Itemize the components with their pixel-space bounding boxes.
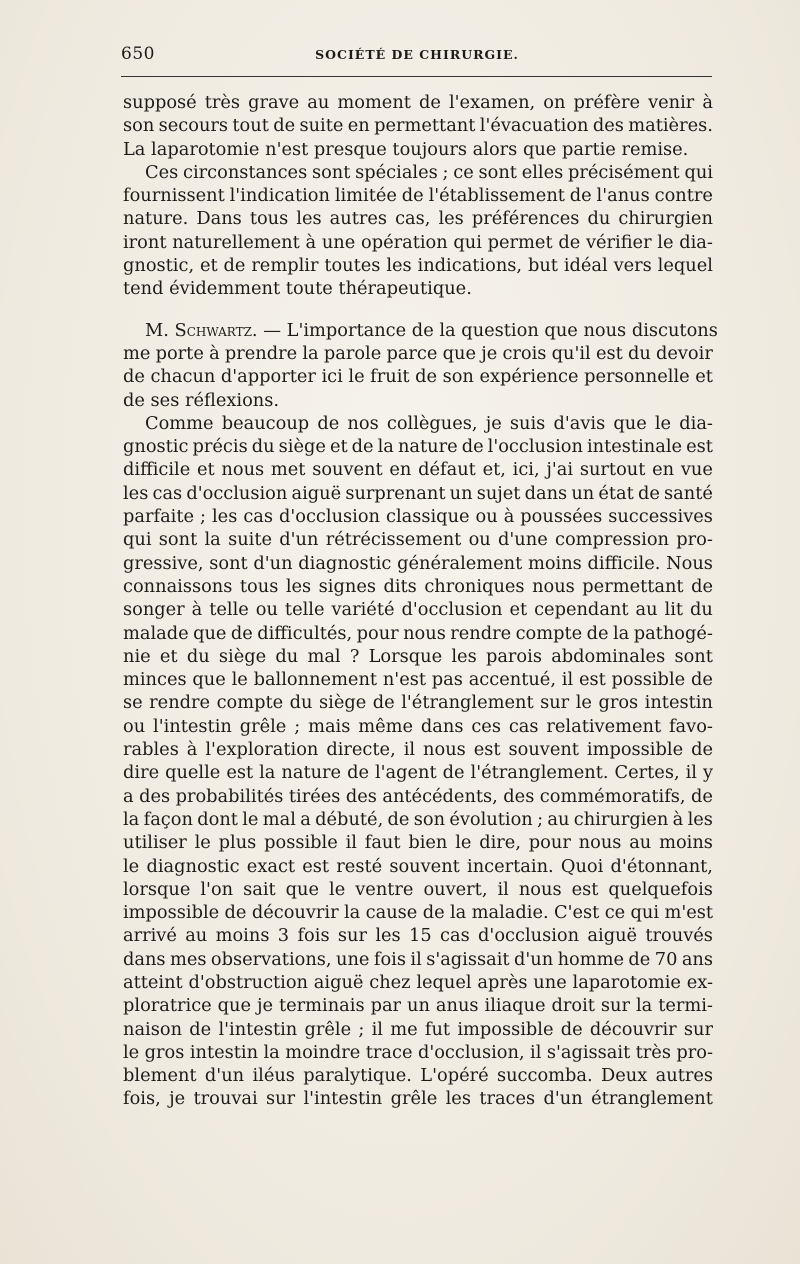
text-line: dire quelle est la nature de l'agent de l'étranglement. Certes, il y [123, 762, 713, 784]
paragraph-gap [123, 301, 713, 319]
text-line: le diagnostic exact est resté souvent incertain. Quoi d'étonnant, [123, 855, 713, 877]
text-line: parfaite ; les cas d'occlusion classique ou à poussées successives [123, 506, 713, 528]
text-line: son secours tout de suite en permettant l'évacuation des matières. [123, 115, 713, 137]
header-rule [121, 76, 712, 77]
text-line: gressive, sont d'un diagnostic généralement moins difficile. Nous [123, 552, 713, 574]
speaker-line-text: — L'importance de la question que nous discutons [257, 319, 718, 341]
body-text [123, 91, 718, 1111]
text-line: qui sont la suite d'un rétrécissement ou d'une compression pro- [123, 529, 713, 551]
text-line: supposé très grave au moment de l'examen, on préfère venir à [123, 92, 713, 113]
text-line: la façon dont le mal a débuté, de son évolution ; au chirurgien à les [123, 808, 713, 830]
text-line: Ces circonstances sont spéciales ; ce sont elles précisément qui [145, 161, 713, 183]
paragraph-2 [123, 161, 713, 301]
text-line [123, 319, 718, 342]
text-line: connaissons tous les signes dits chroniques nous permettant de [123, 575, 713, 597]
text-line: de ses réflexions. [123, 389, 280, 411]
text-line: a des probabilités tirées des antécédents, des commémoratifs, de [123, 785, 713, 807]
text-line: tend évidemment toute thérapeutique. [123, 278, 472, 300]
speaker-name: M. Schwartz. [145, 319, 258, 341]
text-line: le gros intestin la moindre trace d'occlusion, il s'agissait très pro- [123, 1041, 713, 1063]
text-line: gnostic, et de remplir toutes les indications, but idéal vers lequel [123, 255, 713, 277]
text-line: blement d'un iléus paralytique. L'opéré succomba. Deux autres [123, 1065, 713, 1087]
text-line: me porte à prendre la parole parce que je crois qu'il est du devoir [123, 342, 713, 364]
page-header [121, 44, 713, 72]
text-line: ploratrice que je terminais par un anus iliaque droit sur la termi- [123, 995, 713, 1017]
text-line: rables à l'exploration directe, il nous est souvent impossible de [123, 739, 713, 761]
text-line: utiliser le plus possible il faut bien le dire, pour nous au moins [123, 832, 713, 854]
text-line: difficile et nous met souvent en défaut et, ici, j'ai surtout en vue [123, 459, 713, 481]
text-line: iront naturellement à une opération qui permet de vérifier le dia- [123, 231, 713, 253]
text-line: impossible de découvrir la cause de la maladie. C'est ce qui m'est [123, 902, 713, 924]
text-line: arrivé au moins 3 fois sur les 15 cas d'occlusion aiguë trouvés [123, 925, 713, 947]
paragraph-4 [123, 412, 713, 1111]
text-line: les cas d'occlusion aiguë surprenant un sujet dans un état de santé [123, 482, 713, 504]
text-line: ou l'intestin grêle ; mais même dans ces cas relativement favo- [123, 715, 713, 737]
text-line: de chacun d'apporter ici le fruit de son expérience personnelle et [123, 366, 713, 388]
text-line: malade que de difficultés, pour nous rendre compte de la pathogé- [123, 622, 713, 644]
text-line: minces que le ballonnement n'est pas accentué, il est possible de [123, 669, 713, 691]
text-line: nature. Dans tous les autres cas, les préférences du chirurgien [123, 208, 713, 230]
text-line: naison de l'intestin grêle ; il me fut impossible de découvrir sur [123, 1018, 713, 1040]
text-line: gnostic précis du siège et de la nature de l'occlusion intestinale est [123, 436, 713, 458]
text-line: dans mes observations, une fois il s'agissait d'un homme de 70 ans [123, 948, 713, 970]
text-line: atteint d'obstruction aiguë chez lequel après une laparotomie ex- [123, 971, 713, 993]
paragraph-3 [123, 319, 718, 412]
text-line: se rendre compte du siège de l'étranglement sur le gros intestin [123, 692, 713, 714]
text-line: songer à telle ou telle variété d'occlusion et cependant au lit du [123, 599, 713, 621]
text-line: Comme beaucoup de nos collègues, je suis d'avis que le dia- [145, 412, 713, 434]
text-line: nie et du siège du mal ? Lorsque les parois abdominales sont [123, 645, 713, 667]
text-line: fois, je trouvai sur l'intestin grêle les traces d'un étranglement [123, 1088, 713, 1110]
text-line: fournissent l'indication limitée de l'établissement de l'anus contre [123, 185, 713, 207]
text-line: lorsque l'on sait que le ventre ouvert, il nous est quelquefois [123, 878, 713, 900]
paragraph-1 [123, 91, 713, 161]
running-head: SOCIÉTÉ DE CHIRURGIE. [315, 47, 519, 62]
text-line: La laparotomie n'est presque toujours alors que partie remise. [123, 138, 689, 160]
page-number: 650 [121, 44, 155, 64]
